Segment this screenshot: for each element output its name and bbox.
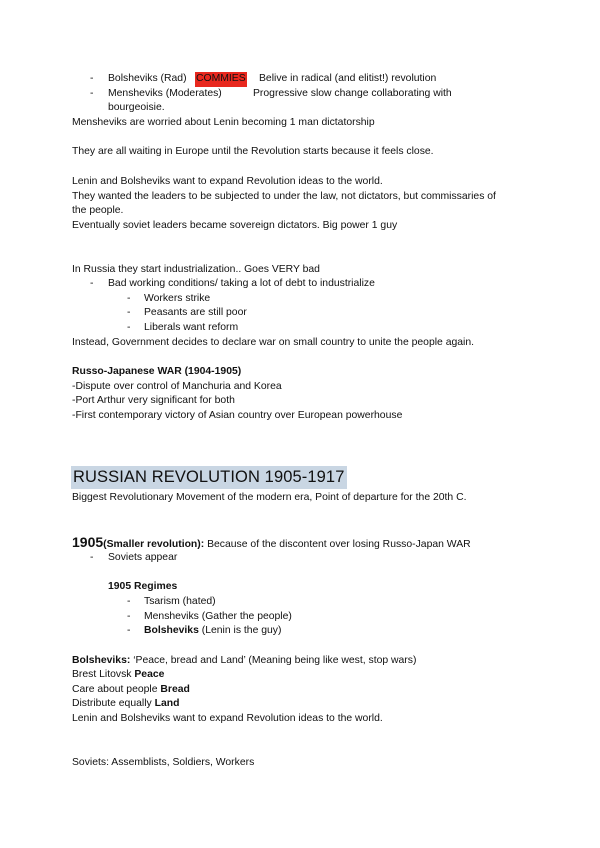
- bolsheviks-slogan: Bolsheviks: ‘Peace, bread and Land’ (Meaning being like west, stop wars): [72, 655, 417, 666]
- bullet-dash: -: [127, 625, 131, 636]
- slogan-land: Distribute equally Land: [72, 698, 180, 709]
- mensheviks-label: Mensheviks (Moderates): [108, 88, 222, 99]
- bullet-dash: -: [127, 293, 131, 304]
- regime-item: Mensheviks (Gather the people): [144, 611, 292, 622]
- regimes-heading: 1905 Regimes: [108, 581, 178, 592]
- bullet-dash: -: [127, 322, 131, 333]
- regime-item: Tsarism (hated): [144, 596, 216, 607]
- paragraph: They are all waiting in Europe until the Revolution starts because it feels close.: [72, 146, 434, 157]
- bullet-dash: -: [127, 596, 131, 607]
- regime-item-bolsheviks: Bolsheviks (Lenin is the guy): [144, 625, 282, 636]
- paragraph-line: the people.: [72, 205, 124, 216]
- industry-bullet: Bad working conditions/ taking a lot of debt to industrialize: [108, 278, 375, 289]
- revolution-heading: RUSSIAN REVOLUTION 1905-1917: [71, 466, 347, 489]
- war-line: -Port Arthur very significant for both: [72, 395, 235, 406]
- bullet-dash: -: [90, 73, 94, 84]
- soviets-appear: Soviets appear: [108, 552, 178, 563]
- bullet-dash: -: [127, 611, 131, 622]
- year-1905-text: Because of the discontent over losing Russo-Japan WAR: [204, 539, 471, 550]
- revolution-subtitle: Biggest Revolutionary Movement of the modern era, Point of departure for the 20th C.: [72, 492, 467, 503]
- sub-item: Workers strike: [144, 293, 211, 304]
- bolsheviks-desc: Belive in radical (and elitist!) revolution: [259, 73, 437, 84]
- paragraph-line: They wanted the leaders to be subjected to under the law, not dictators, but commissaries of: [72, 191, 496, 202]
- war-line: -Dispute over control of Manchuria and Korea: [72, 381, 282, 392]
- war-heading: Russo-Japanese WAR (1904-1905): [72, 366, 242, 377]
- sub-item: Peasants are still poor: [144, 307, 247, 318]
- sub-item: Liberals want reform: [144, 322, 239, 333]
- mensheviks-desc: Progressive slow change collaborating with: [253, 88, 452, 99]
- commies-highlight: COMMIES: [195, 72, 247, 87]
- slogan-bread: Care about people Bread: [72, 684, 190, 695]
- paragraph-line: Eventually soviet leaders became sovereign dictators. Big power 1 guy: [72, 220, 398, 231]
- smaller-revolution-label: (Smaller revolution):: [103, 539, 205, 550]
- bullet-dash: -: [90, 552, 94, 563]
- bolsheviks-label: Bolsheviks (Rad): [108, 73, 187, 84]
- slogan-peace: Brest Litovsk Peace: [72, 669, 165, 680]
- paragraph: Lenin and Bolsheviks want to expand Revolution ideas to the world.: [72, 713, 383, 724]
- war-line: -First contemporary victory of Asian country over European powerhouse: [72, 410, 403, 421]
- bullet-dash: -: [90, 278, 94, 289]
- year-1905: 1905: [72, 534, 104, 550]
- mensheviks-desc-cont: bourgeoisie.: [108, 102, 165, 113]
- bullet-dash: -: [90, 88, 94, 99]
- paragraph-line: Lenin and Bolsheviks want to expand Revolution ideas to the world.: [72, 176, 383, 187]
- industry-instead: Instead, Government decides to declare war on small country to unite the people again.: [72, 337, 475, 348]
- soviets-line: Soviets: Assemblists, Soldiers, Workers: [72, 757, 255, 768]
- industry-intro: In Russia they start industrialization.. Goes VERY bad: [72, 264, 320, 275]
- bullet-dash: -: [127, 307, 131, 318]
- paragraph: Mensheviks are worried about Lenin becoming 1 man dictatorship: [72, 117, 375, 128]
